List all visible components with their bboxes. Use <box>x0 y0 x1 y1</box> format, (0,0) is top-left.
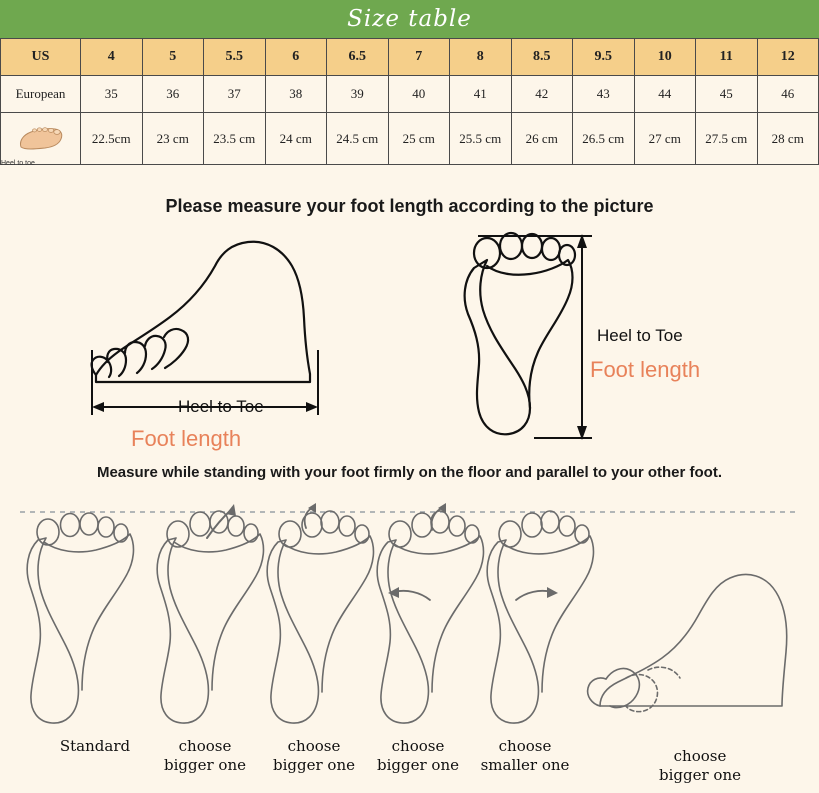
caption-line1: choose <box>498 737 552 755</box>
caption-line1: choose <box>287 737 341 755</box>
measure-heading: Please measure your foot length according to the picture <box>165 196 654 216</box>
table-cell: 26.5 cm <box>573 113 635 165</box>
measure-note: Measure while standing with your foot firmly on the floor and parallel to your other foot. <box>96 464 723 481</box>
table-cell: 9.5 <box>573 39 635 76</box>
table-row-us <box>1 39 819 76</box>
table-cell: 5.5 <box>204 39 266 76</box>
size-table <box>0 38 819 165</box>
table-cell: 38 <box>265 76 327 113</box>
table-cell: 26 cm <box>511 113 573 165</box>
table-cell: 8.5 <box>511 39 573 76</box>
caption-line2: bigger one <box>164 756 246 774</box>
table-cell: 6 <box>265 39 327 76</box>
caption-line1: choose <box>391 737 445 755</box>
side-foot-length-label: Foot length <box>131 426 242 451</box>
table-cell: 5 <box>142 39 204 76</box>
table-cell: 39 <box>327 76 389 113</box>
measure-diagrams <box>0 222 819 467</box>
table-cell: 37 <box>204 76 266 113</box>
table-cell: 42 <box>511 76 573 113</box>
foot-type-3 <box>267 503 373 723</box>
foot-type-5 <box>487 511 593 723</box>
table-cell: 7 <box>388 39 450 76</box>
table-cell: 24 cm <box>265 113 327 165</box>
table-cell: 6.5 <box>327 39 389 76</box>
size-table-section <box>0 0 819 165</box>
row-label-european: European <box>1 76 81 113</box>
table-cell: 46 <box>757 76 819 113</box>
table-cell: 4 <box>81 39 143 76</box>
table-cell: 23 cm <box>142 113 204 165</box>
row-label-us: US <box>1 39 81 76</box>
table-cell: 25.5 cm <box>450 113 512 165</box>
table-row-length <box>1 113 819 165</box>
foot-type-6 <box>588 574 787 711</box>
table-cell: 23.5 cm <box>204 113 266 165</box>
caption-line2: bigger one <box>377 756 459 774</box>
table-cell: 35 <box>81 76 143 113</box>
side-heel-to-toe-label: Heel to Toe <box>178 397 264 416</box>
table-row-european <box>1 76 819 113</box>
size-table-title: Size table <box>0 0 819 38</box>
foot-icon-caption: Heel to toe <box>1 160 35 167</box>
top-view-foot <box>465 233 575 434</box>
caption-line2: bigger one <box>659 766 741 784</box>
caption-line1: choose <box>178 737 232 755</box>
foot-type-1 <box>27 513 133 723</box>
foot-types-section <box>0 492 819 793</box>
foot-icon <box>13 139 69 154</box>
table-cell: 11 <box>696 39 758 76</box>
caption-line2: bigger one <box>273 756 355 774</box>
table-cell: 36 <box>142 76 204 113</box>
foot-type-2 <box>157 504 263 723</box>
table-cell: 28 cm <box>757 113 819 165</box>
table-cell: 44 <box>634 76 696 113</box>
caption-line2: smaller one <box>480 756 570 774</box>
table-cell: 22.5cm <box>81 113 143 165</box>
foot-type-captions <box>0 723 819 793</box>
foot-type-4 <box>377 503 483 723</box>
foot-type-caption-5 <box>455 737 595 775</box>
caption-line1: choose <box>673 747 727 765</box>
table-cell: 8 <box>450 39 512 76</box>
table-cell: 24.5 cm <box>327 113 389 165</box>
table-cell: 40 <box>388 76 450 113</box>
foot-type-caption-1: Standard <box>59 737 131 755</box>
table-cell: 41 <box>450 76 512 113</box>
side-view-foot <box>92 242 310 382</box>
foot-type-caption-6 <box>630 747 770 785</box>
table-cell: 12 <box>757 39 819 76</box>
table-cell: 27.5 cm <box>696 113 758 165</box>
top-foot-length-label: Foot length <box>590 357 701 382</box>
top-heel-to-toe-label: Heel to Toe <box>597 326 683 345</box>
table-cell: 27 cm <box>634 113 696 165</box>
table-cell: 43 <box>573 76 635 113</box>
row-label-foot-length <box>1 113 81 165</box>
table-cell: 25 cm <box>388 113 450 165</box>
table-cell: 45 <box>696 76 758 113</box>
table-cell: 10 <box>634 39 696 76</box>
